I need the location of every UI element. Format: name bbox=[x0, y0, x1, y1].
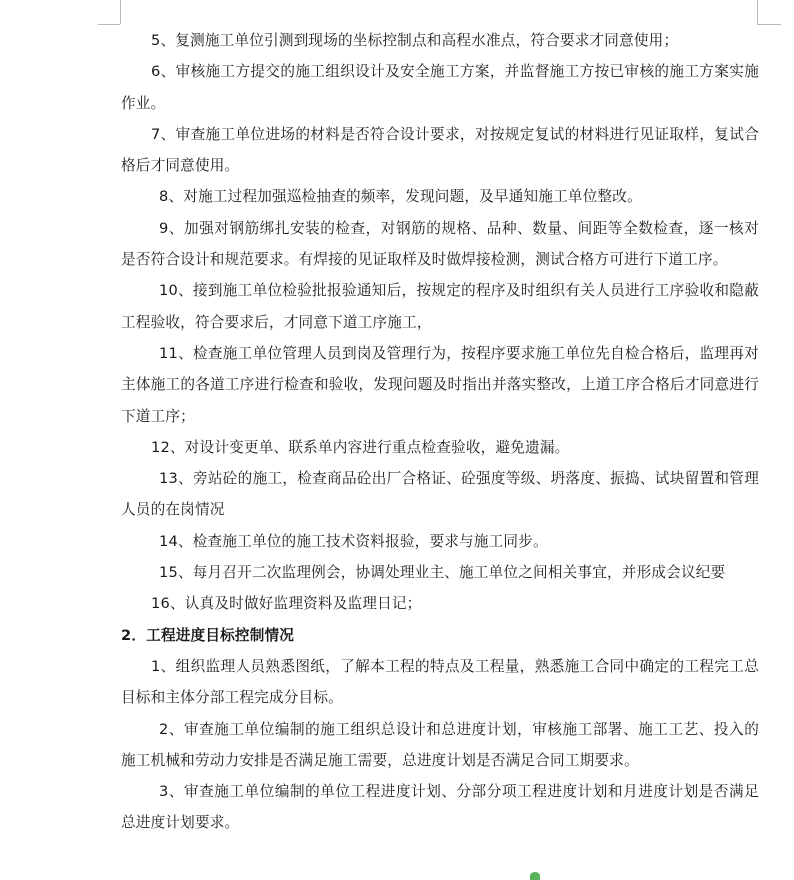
margin-corner-mark bbox=[98, 24, 120, 25]
list-item: 3、审查施工单位编制的单位工程进度计划、分部分项工程进度计划和月进度计划是否满足总进度计划要求。 bbox=[121, 783, 759, 832]
list-item: 15、每月召开二次监理例会，协调处理业主、施工单位之间相关事宜，并形成会议纪要 bbox=[159, 564, 726, 582]
list-item: 2、审查施工单位编制的施工组织总设计和总进度计划，审核施工部署、施工工艺、投入的施工机械和劳动力安排是否满足施工需要，总进度计划是否满足合同工期要求。 bbox=[121, 720, 759, 769]
list-item: 6、审核施工方提交的施工组织设计及安全施工方案，并监督施工方按已审核的施工方案实施作业。 bbox=[121, 63, 759, 112]
list-item: 8、对施工过程加强巡检抽查的频率，发现问题，及早通知施工单位整改。 bbox=[159, 188, 642, 206]
margin-corner-mark bbox=[120, 0, 121, 24]
progress-control-list bbox=[121, 651, 759, 839]
section-heading: 2．工程进度目标控制情况 bbox=[121, 626, 295, 644]
list-item: 7、审查施工单位进场的材料是否符合设计要求，对按规定复试的材料进行见证取样，复试合格后才同意使用。 bbox=[121, 125, 759, 175]
list-item: 11、检查施工单位管理人员到岗及管理行为，按程序要求施工单位先自检合格后，监理再对主体施工的各道工序进行检查和验收，发现问题及时指出并落实整改，上道工序合格后才同意进行下道工序； bbox=[121, 344, 759, 425]
list-item: 12、对设计变更单、联系单内容进行重点检查验收，避免遗漏。 bbox=[151, 438, 570, 456]
list-item: 16、认真及时做好监理资料及监理日记； bbox=[151, 595, 422, 613]
list-item: 9、加强对钢筋绑扎安装的检查，对钢筋的规格、品种、数量、间距等全数检查，逐一核对是否符合设计和规范要求。有焊接的见证取样及时做焊接检测，测试合格方可进行下道工序。 bbox=[121, 219, 759, 269]
list-item: 10、接到施工单位检验批报验通知后，按规定的程序及时组织有关人员进行工序验收和隐蔽工程验收，符合要求后，才同意下道工序施工， bbox=[121, 282, 759, 331]
list-item: 1、组织监理人员熟悉图纸，了解本工程的特点及工程量，熟悉施工合同中确定的工程完工总目标和主体分部工程完成分目标。 bbox=[121, 657, 759, 707]
list-item: 13、旁站砼的施工，检查商品砼出厂合格证、砼强度等级、坍落度、振捣、试块留置和管理人员的在岗情况 bbox=[121, 470, 759, 519]
list-item: 14、检查施工单位的施工技术资料报验，要求与施工同步。 bbox=[159, 532, 548, 550]
margin-corner-mark bbox=[757, 24, 781, 25]
document-page bbox=[121, 25, 759, 839]
quality-control-list bbox=[121, 25, 759, 620]
cursor-marker bbox=[530, 872, 540, 880]
margin-corner-mark bbox=[757, 0, 758, 24]
list-item: 5、复测施工单位引测到现场的坐标控制点和高程水准点，符合要求才同意使用； bbox=[151, 32, 679, 49]
